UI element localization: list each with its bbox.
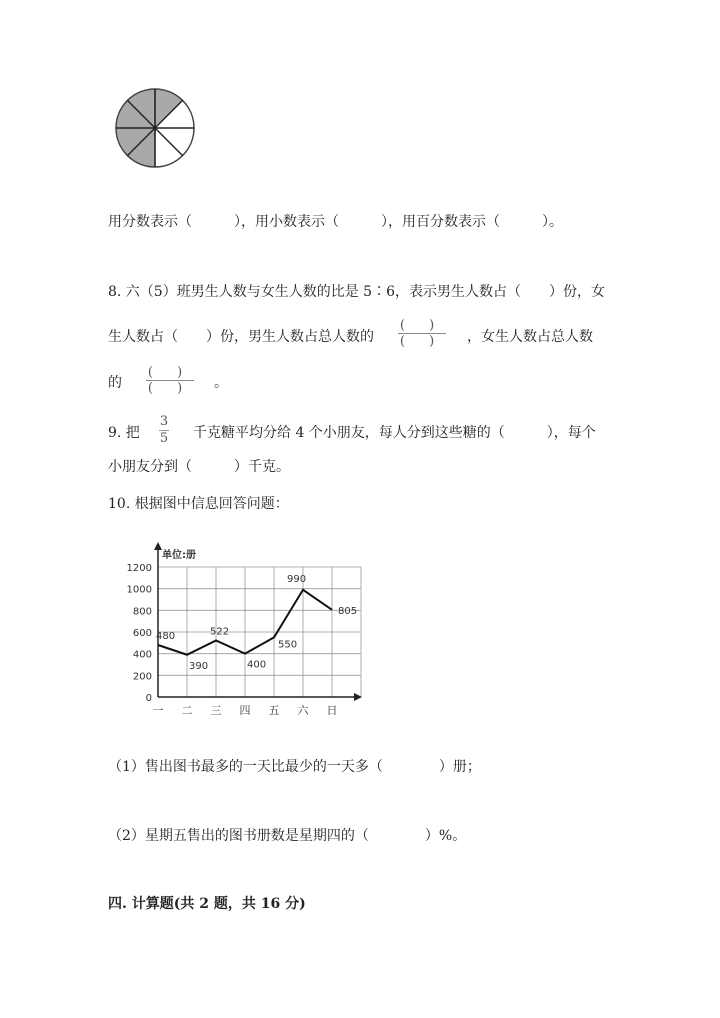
svg-text:0: 0 — [145, 693, 152, 704]
svg-text:四: 四 — [239, 704, 251, 717]
svg-text:800: 800 — [132, 606, 152, 618]
fraction-numerator: 3 — [159, 414, 169, 429]
svg-text:一: 一 — [152, 704, 164, 717]
q10-sub2: （2）星期五售出的图书册数是星期四的（ ）%。 — [108, 828, 467, 844]
svg-text:六: 六 — [297, 704, 309, 717]
svg-text:日: 日 — [326, 704, 338, 717]
q9-prefix: 9. 把 — [108, 425, 140, 441]
q8-line1: 8. 六（5）班男生人数与女生人数的比是 5∶6，表示男生人数占（ ）份，女 — [108, 284, 605, 300]
svg-text:390: 390 — [189, 660, 209, 672]
fraction-denominator: ( ) — [147, 381, 193, 396]
svg-text:1000: 1000 — [126, 584, 152, 596]
q8-blank-fraction-girls — [146, 365, 194, 396]
svg-text:990: 990 — [287, 573, 307, 585]
fraction-denominator: ( ) — [399, 334, 445, 349]
svg-text:单位:册: 单位:册 — [162, 550, 196, 561]
q9-line2: 小朋友分到（ ）千克。 — [108, 459, 290, 475]
q8-blank-fraction-boys — [398, 318, 446, 349]
svg-text:480: 480 — [156, 631, 176, 642]
q8-line2-a: 生人数占（ ）份，男生人数占总人数的 — [108, 329, 374, 345]
svg-text:522: 522 — [210, 626, 230, 638]
svg-text:400: 400 — [132, 649, 152, 661]
fraction-numerator: ( ) — [147, 365, 193, 380]
svg-text:1200: 1200 — [126, 563, 152, 574]
svg-text:600: 600 — [132, 628, 152, 639]
svg-text:805: 805 — [338, 605, 358, 617]
pie-chart-figure — [113, 86, 197, 170]
q8-line3-b: 。 — [214, 375, 228, 391]
svg-text:200: 200 — [132, 671, 152, 683]
svg-text:400: 400 — [247, 659, 267, 671]
svg-text:二: 二 — [181, 704, 193, 717]
q9-line1-rest: 千克糖平均分给 4 个小朋友，每人分到这些糖的（ ），每个 — [193, 425, 596, 441]
book-sales-line-chart — [118, 538, 368, 722]
fraction-numerator: ( ) — [399, 318, 445, 333]
q8-line2-b: ，女生人数占总人数 — [467, 329, 593, 345]
q7-fraction-decimal-percent-line: 用分数表示（ ），用小数表示（ ），用百分数表示（ ）。 — [108, 214, 563, 230]
svg-text:三: 三 — [210, 704, 222, 717]
q9-fraction-three-fifths — [159, 414, 169, 447]
q10-title: 10. 根据图中信息回答问题： — [108, 496, 289, 512]
q10-sub1: （1）售出图书最多的一天比最少的一天多（ ）册； — [108, 759, 481, 775]
svg-text:五: 五 — [268, 704, 280, 717]
svg-text:550: 550 — [278, 639, 298, 651]
q8-line3-a: 的 — [108, 375, 122, 391]
section-4-heading: 四. 计算题(共 2 题，共 16 分) — [108, 896, 306, 912]
fraction-denominator: 5 — [159, 431, 169, 446]
